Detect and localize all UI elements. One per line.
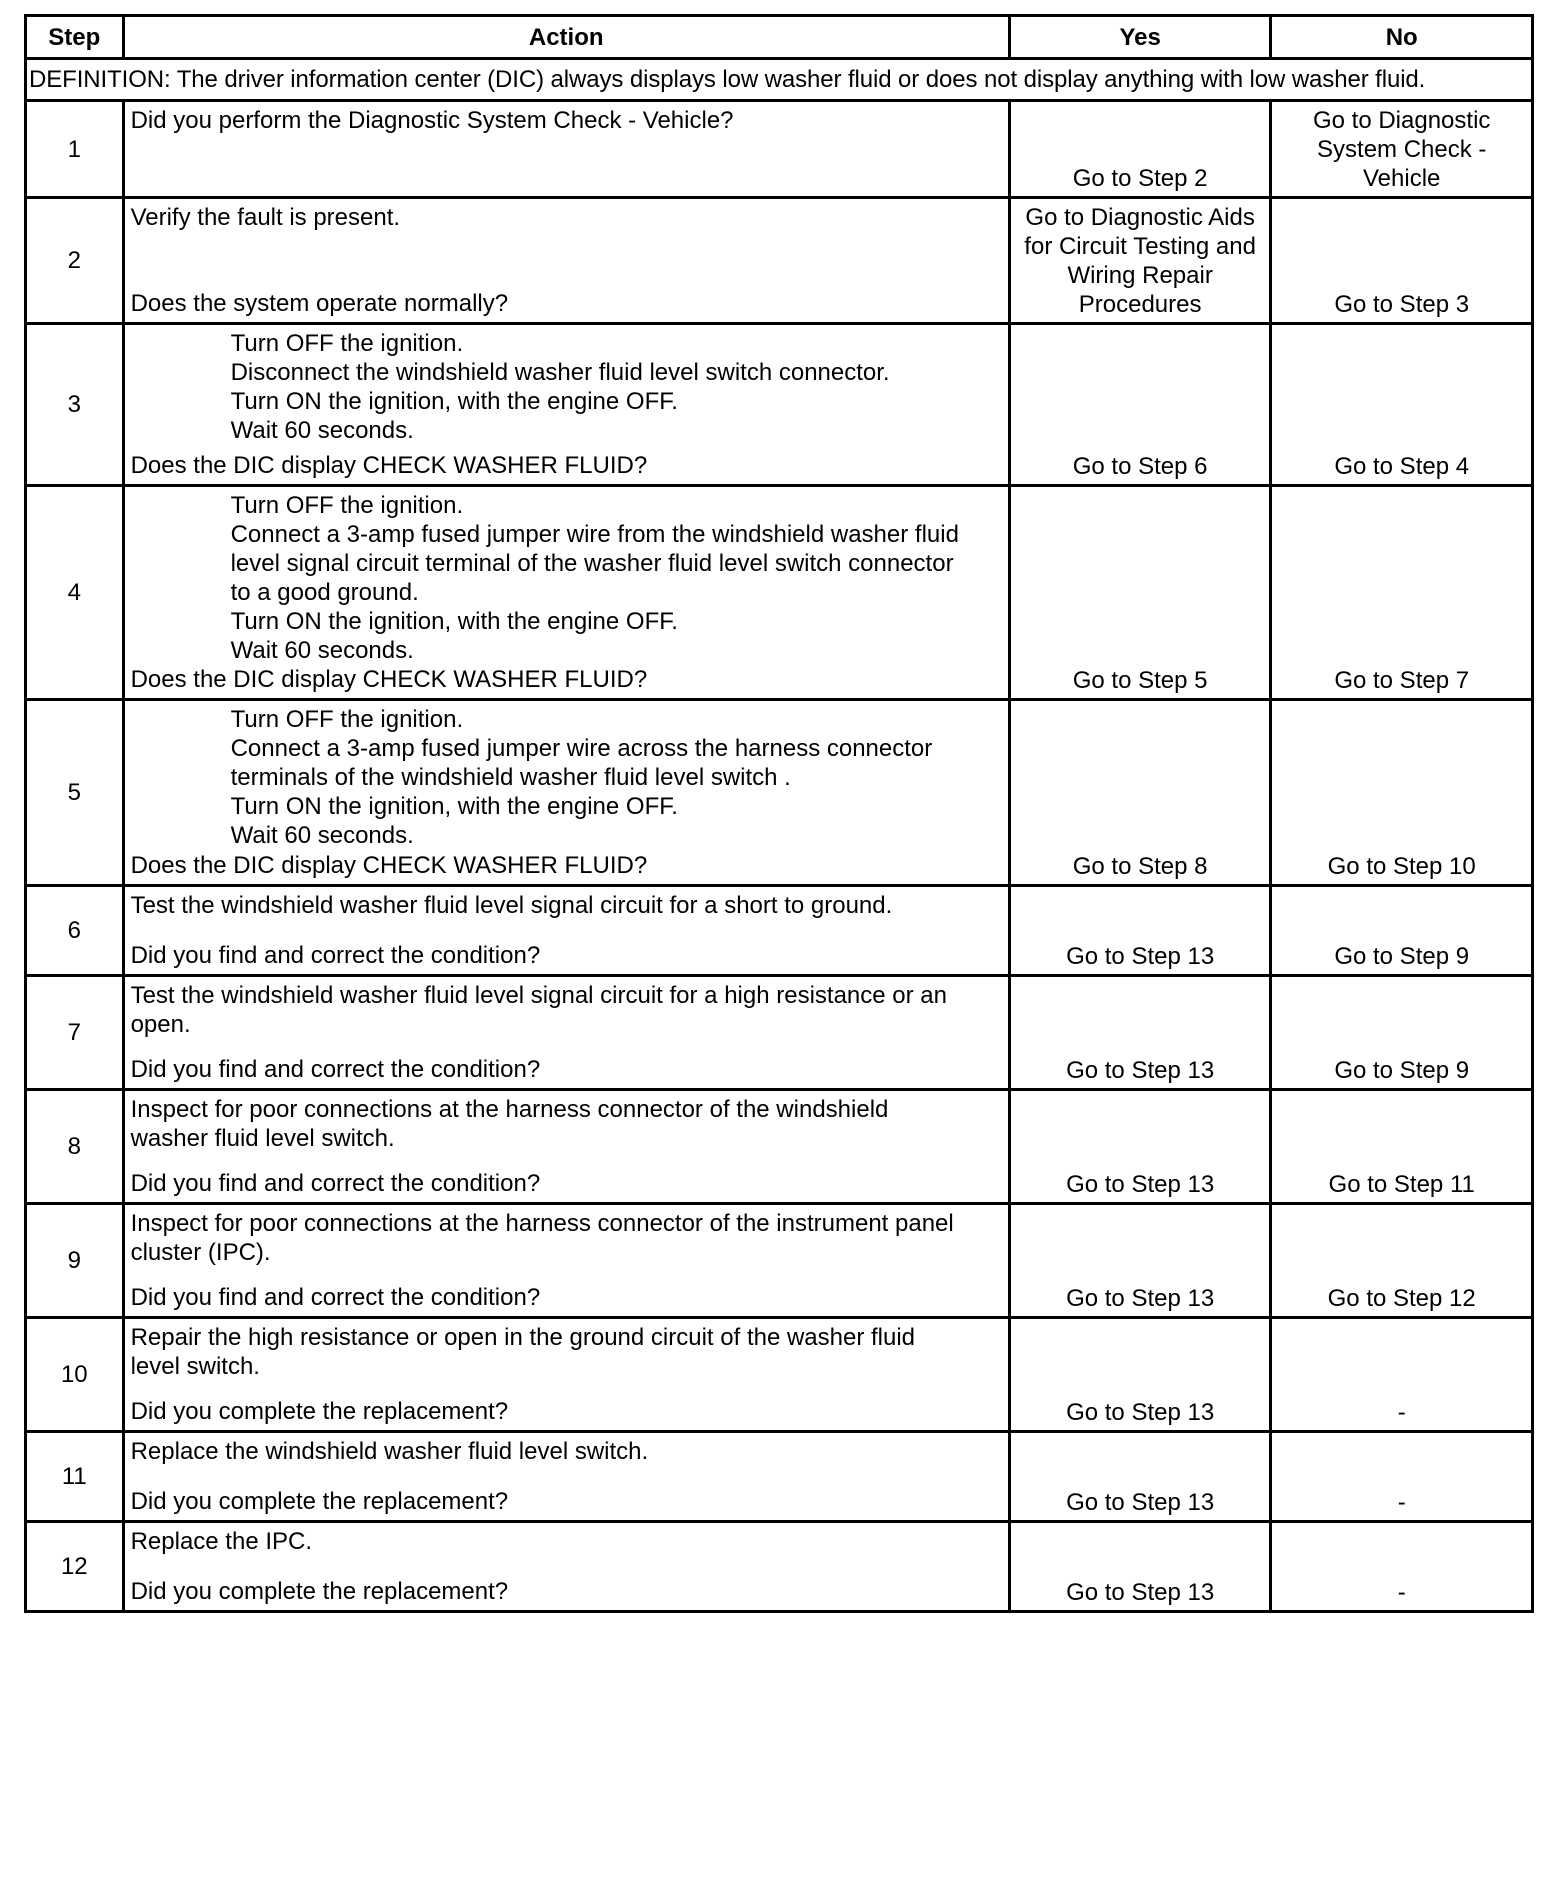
yes-answer-text: Go to Step 6 [1072, 453, 1208, 480]
no-answer [1271, 1318, 1533, 1432]
step-action [123, 1204, 1009, 1318]
yes-answer-text: Go to Step 13 [1066, 943, 1215, 970]
step-action [123, 198, 1009, 324]
action-text: Inspect for poor connections at the harness connector of the instrument panel cluster (IPC). [130, 1210, 954, 1266]
action-content [131, 705, 1002, 880]
step-action [123, 486, 1009, 700]
action-text: Repair the high resistance or open in the ground circuit of the washer fluid level switch. [130, 1324, 916, 1380]
yes-answer [1009, 886, 1271, 976]
step-action [123, 1318, 1009, 1432]
yes-answer-text: Go to Step 13 [1066, 1489, 1215, 1516]
no-answer [1271, 700, 1533, 886]
action-content [131, 891, 1002, 970]
step-row [26, 1522, 1533, 1612]
no-answer [1271, 1090, 1533, 1204]
diagnostic-table [24, 14, 1534, 1613]
step-action [123, 976, 1009, 1090]
step-row [26, 976, 1533, 1090]
action-question: Does the DIC display CHECK WASHER FLUID? [130, 852, 648, 879]
no-answer-text: Go to Diagnostic System Check - Vehicle [1312, 107, 1491, 192]
yes-answer [1009, 1318, 1271, 1432]
definition-text: DEFINITION: The driver information center (DIC) always displays low washer fluid or does not display anything with low washer fluid. [26, 59, 1533, 101]
step-number: 3 [26, 324, 124, 486]
no-answer-text: Go to Step 10 [1327, 853, 1476, 880]
action-top [131, 981, 1002, 1039]
step-row [26, 486, 1533, 700]
no-answer-text: Go to Step 9 [1334, 1057, 1470, 1084]
action-top [131, 1437, 1002, 1466]
action-top [131, 491, 1002, 665]
step-row [26, 198, 1533, 324]
action-text: Verify the fault is present. [130, 204, 401, 231]
action-text: Test the windshield washer fluid level signal circuit for a high resistance or an open. [130, 982, 947, 1038]
action-top [131, 891, 1002, 920]
yes-answer-text: Go to Step 13 [1066, 1057, 1215, 1084]
no-answer-text: - [1397, 1489, 1406, 1516]
action-content [131, 981, 1002, 1084]
action-content [131, 1095, 1002, 1198]
diagnostic-table-document [24, 14, 1534, 1613]
step-number: 6 [26, 886, 124, 976]
no-answer [1271, 1432, 1533, 1522]
action-top [131, 1209, 1002, 1267]
no-answer [1271, 101, 1533, 198]
step-action [123, 101, 1009, 198]
step-action [123, 886, 1009, 976]
no-answer [1271, 486, 1533, 700]
step-number: 4 [26, 486, 124, 700]
step-action [123, 700, 1009, 886]
action-top [131, 106, 1002, 135]
step-action [123, 324, 1009, 486]
action-top [131, 329, 1002, 445]
no-answer [1271, 976, 1533, 1090]
action-content [131, 1437, 1002, 1516]
header-no: No [1271, 16, 1533, 59]
step-number: 9 [26, 1204, 124, 1318]
yes-answer [1009, 1522, 1271, 1612]
action-question: Did you find and correct the condition? [130, 942, 541, 969]
yes-answer-text: Go to Step 2 [1072, 165, 1208, 192]
no-answer [1271, 886, 1533, 976]
header-action: Action [123, 16, 1009, 59]
yes-answer-text: Go to Step 13 [1066, 1399, 1215, 1426]
action-question: Did you complete the replacement? [130, 1488, 509, 1515]
action-instructions: Turn OFF the ignition. Connect a 3-amp fused jumper wire from the windshield washer fluid level signal circuit terminal of the washer fluid level switch connector to a good ground. Turn ON the ignition, with the engine OFF. Wait 60 seconds. [230, 492, 959, 664]
definition-row [26, 59, 1533, 101]
action-text: Replace the windshield washer fluid level switch. [130, 1438, 649, 1465]
yes-answer-text: Go to Step 8 [1072, 853, 1208, 880]
no-answer [1271, 1522, 1533, 1612]
header-row [26, 16, 1533, 59]
action-top [131, 1323, 1002, 1381]
no-answer-text: Go to Step 9 [1334, 943, 1470, 970]
yes-answer [1009, 198, 1271, 324]
action-content [131, 491, 1002, 694]
step-row [26, 1318, 1533, 1432]
action-content [131, 1323, 1002, 1426]
step-number: 1 [26, 101, 124, 198]
yes-answer [1009, 976, 1271, 1090]
yes-answer-text: Go to Step 5 [1072, 667, 1208, 694]
step-row [26, 1204, 1533, 1318]
step-action [123, 1090, 1009, 1204]
action-top [131, 1095, 1002, 1153]
no-answer-text: - [1397, 1399, 1406, 1426]
step-row [26, 700, 1533, 886]
step-number: 8 [26, 1090, 124, 1204]
step-number: 7 [26, 976, 124, 1090]
action-question: Does the system operate normally? [130, 290, 509, 317]
yes-answer-text: Go to Step 13 [1066, 1285, 1215, 1312]
yes-answer [1009, 1204, 1271, 1318]
action-text: Inspect for poor connections at the harness connector of the windshield washer fluid level switch. [130, 1096, 889, 1152]
no-answer [1271, 1204, 1533, 1318]
yes-answer-text: Go to Step 13 [1066, 1171, 1215, 1198]
step-row [26, 1432, 1533, 1522]
action-content [131, 1209, 1002, 1312]
yes-answer [1009, 324, 1271, 486]
step-number: 11 [26, 1432, 124, 1522]
yes-answer-text: Go to Step 13 [1066, 1579, 1215, 1606]
yes-answer-text: Go to Diagnostic Aids for Circuit Testing and Wiring Repair Procedures [1024, 204, 1256, 318]
step-number: 12 [26, 1522, 124, 1612]
action-question: Does the DIC display CHECK WASHER FLUID? [130, 452, 648, 479]
yes-answer [1009, 700, 1271, 886]
action-instructions: Turn OFF the ignition. Disconnect the windshield washer fluid level switch connector. Turn ON the ignition, with the engine OFF. Wait 60 seconds. [230, 330, 890, 444]
header-yes: Yes [1009, 16, 1271, 59]
action-content [131, 106, 1002, 192]
action-top [131, 203, 1002, 232]
action-top [131, 1527, 1002, 1556]
no-answer [1271, 198, 1533, 324]
no-answer-text: Go to Step 7 [1334, 667, 1470, 694]
step-row [26, 1090, 1533, 1204]
header-step: Step [26, 16, 124, 59]
no-answer-text: Go to Step 4 [1334, 453, 1470, 480]
action-question: Did you find and correct the condition? [130, 1170, 541, 1197]
yes-answer [1009, 1432, 1271, 1522]
step-action [123, 1432, 1009, 1522]
yes-answer [1009, 1090, 1271, 1204]
action-question: Did you find and correct the condition? [130, 1284, 541, 1311]
action-text: Test the windshield washer fluid level signal circuit for a short to ground. [130, 892, 893, 919]
action-question: Did you find and correct the condition? [130, 1056, 541, 1083]
yes-answer [1009, 486, 1271, 700]
action-question: Does the DIC display CHECK WASHER FLUID? [130, 666, 648, 693]
no-answer-text: Go to Step 11 [1328, 1171, 1475, 1198]
action-question: Did you complete the replacement? [130, 1398, 509, 1425]
no-answer-text: - [1397, 1579, 1406, 1606]
step-number: 5 [26, 700, 124, 886]
step-row [26, 886, 1533, 976]
action-text: Did you perform the Diagnostic System Check - Vehicle? [130, 107, 734, 134]
action-content [131, 329, 1002, 480]
step-action [123, 1522, 1009, 1612]
action-question: Did you complete the replacement? [130, 1578, 509, 1605]
action-content [131, 1527, 1002, 1606]
action-text: Replace the IPC. [130, 1528, 313, 1555]
step-row [26, 324, 1533, 486]
no-answer-text: Go to Step 12 [1327, 1285, 1476, 1312]
step-row [26, 101, 1533, 198]
no-answer-text: Go to Step 3 [1334, 291, 1470, 318]
action-instructions: Turn OFF the ignition. Connect a 3-amp fused jumper wire across the harness connector terminals of the windshield washer fluid level switch . Turn ON the ignition, with the engine OFF. Wait 60 seconds. [230, 706, 933, 849]
action-top [131, 705, 1002, 850]
step-number: 10 [26, 1318, 124, 1432]
action-content [131, 203, 1002, 318]
yes-answer [1009, 101, 1271, 198]
step-number: 2 [26, 198, 124, 324]
no-answer [1271, 324, 1533, 486]
